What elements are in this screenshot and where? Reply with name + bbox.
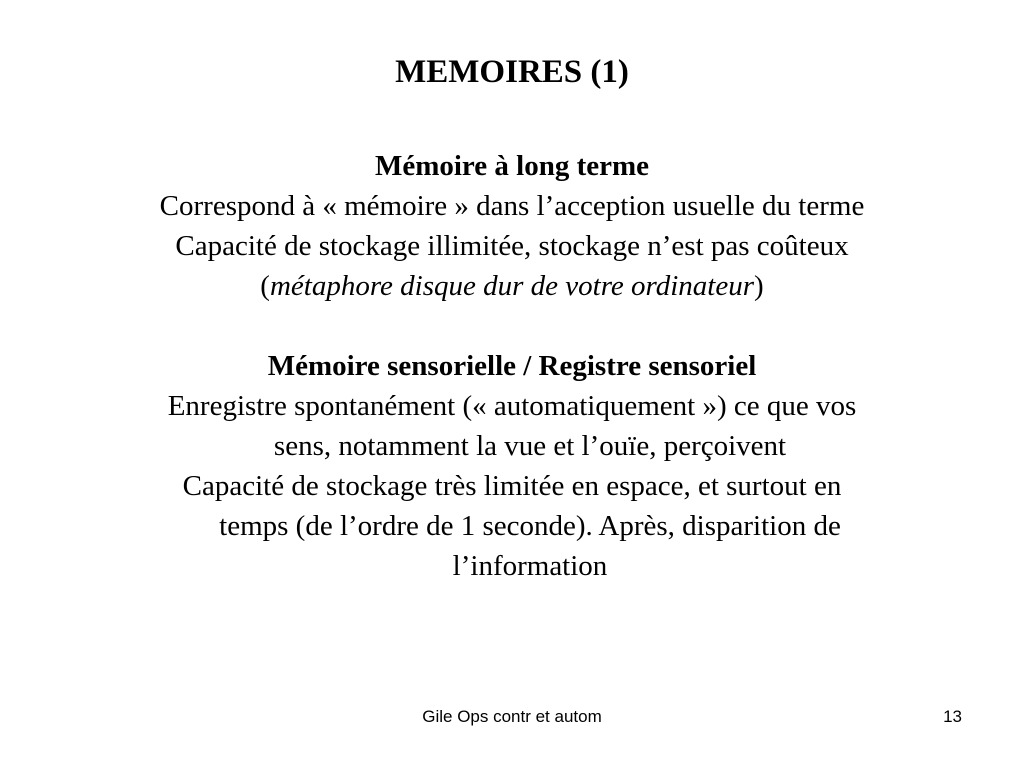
footer-text: Gile Ops contr et autom: [422, 707, 602, 726]
long-term-line-2: Capacité de stockage illimitée, stockage n’est pas coûteux: [175, 230, 849, 262]
long-term-line-1: Correspond à « mémoire » dans l’acception usuelle du terme: [159, 190, 865, 222]
sensory-para2-line-2: temps (de l’ordre de 1 seconde). Après, disparition de: [219, 510, 841, 542]
slide-body: [50, 146, 974, 586]
paren-open: (: [260, 270, 270, 302]
paren-close: ): [754, 270, 764, 302]
sensory-para2-line-3: l’information: [452, 550, 608, 582]
sensory-para1-line-2: sens, notamment la vue et l’ouïe, perçoivent: [273, 430, 787, 462]
slide-title: MEMOIRES (1): [395, 54, 629, 90]
sensory-para1-line-1: Enregistre spontanément (« automatiquement ») ce que vos: [167, 390, 857, 422]
section-heading-sensory-memory: Mémoire sensorielle / Registre sensoriel: [267, 350, 757, 382]
section-heading-long-term-memory: Mémoire à long terme: [374, 150, 650, 182]
metaphor-text: métaphore disque dur de votre ordinateur: [269, 270, 755, 302]
long-term-line-3: [50, 266, 974, 306]
section-spacer: [50, 306, 974, 346]
page-number: 13: [943, 707, 962, 726]
sensory-para2-line-1: Capacité de stockage très limitée en espace, et surtout en: [182, 470, 842, 502]
